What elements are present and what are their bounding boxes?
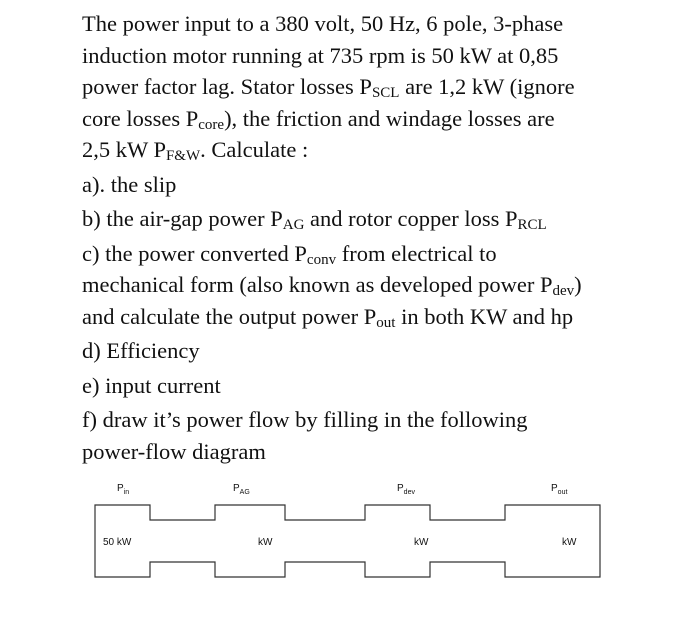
label-p-ag: $P_{AG}$ xyxy=(233,483,250,496)
intro-line-4: core losses $P_{core}$), the friction and windage losses are xyxy=(82,105,555,133)
label-p-in: $P_{in}$ xyxy=(117,483,130,496)
question-b: b) the air-gap power $P_{AG}$ and rotor copper loss $P_{RCL}$ xyxy=(82,206,547,233)
question-a: a). the slip xyxy=(82,171,177,197)
value-p-ag: kW xyxy=(258,537,273,548)
question-c-line-2: mechanical form (also known as developed power $P_{dev}$) xyxy=(82,272,582,299)
question-f-line-1: f) draw it’s power flow by filling in the following xyxy=(82,407,528,432)
intro-line-1: The power input to a 380 volt, 50 Hz, 6 pole, 3-phase xyxy=(82,11,564,36)
question-f-line-2: power-flow diagram xyxy=(82,438,266,464)
question-d: d) Efficiency xyxy=(82,338,200,363)
intro-line-2: induction motor running at 735 rpm is 50 kW at 0,85 xyxy=(82,42,559,68)
intro-line-3: power factor lag. Stator losses $P_{SCL}$ are 1,2 kW (ignore xyxy=(82,74,575,101)
question-c-line-1: c) the power converted $P_{conv}$ from electrical to xyxy=(82,240,497,268)
value-p-in: 50 kW xyxy=(103,537,132,548)
intro-line-5: 2,5 kW $P_{F\&W}$. Calculate : xyxy=(82,137,309,164)
question-c-line-3: and calculate the output power $P_{out}$ in both KW and hp xyxy=(82,303,574,331)
label-p-out: $P_{out}$ xyxy=(551,483,568,496)
value-p-out: kW xyxy=(562,537,577,548)
power-flow-outline xyxy=(95,505,600,577)
label-p-dev: $P_{dev}$ xyxy=(397,483,415,496)
question-e: e) input current xyxy=(82,372,221,398)
value-p-dev: kW xyxy=(414,537,429,548)
